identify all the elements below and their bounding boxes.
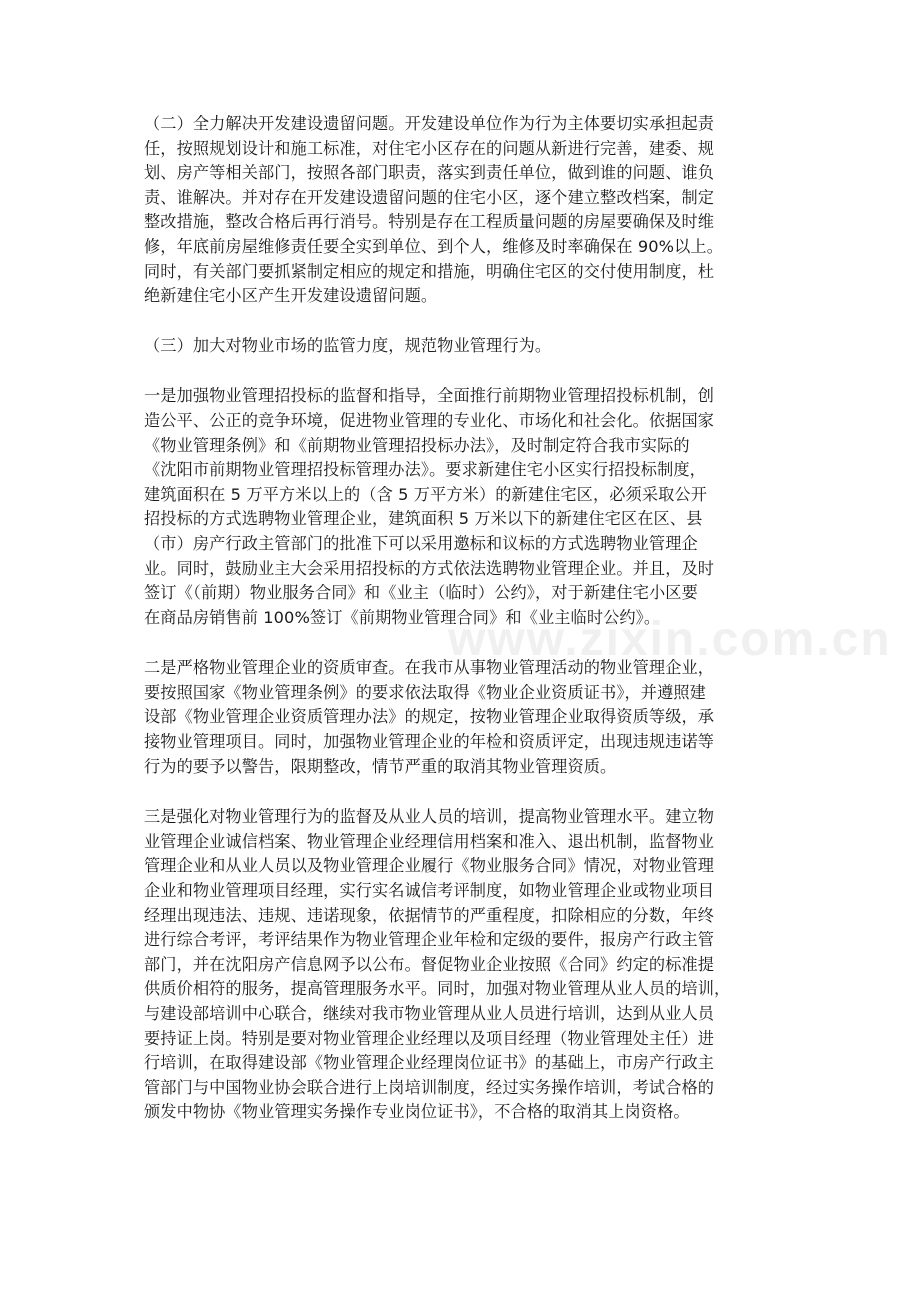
paragraph-bidding-supervision: 一是加强物业管理招投标的监督和指导，全面推行前期物业管理招投标机制，创 造公平、公正的竞争环境，促进物业管理的专业化、市场化和社会化。依据国家 《物业管理条例》和《前期物业管理招投标办法》，及时制定符合我市实际的 《沈阳市前期物业管理招投标管理办法》。要求新建住宅小区实行招投标制度， 建筑面积在 5 万平方米以上的（含 5 万平方米）的新建住宅区，必须采取公开 招投标的方式选聘物业管理企业，建筑面积 5 万米以下的新建住宅区在区、县 （市）房产行政主管部门的批准下可以采用邀标和议标的方式选聘物业管理企 业。同时，鼓励业主大会采用招投标的方式依法选聘物业管理企业。并且，及时 签订《（前期）物业服务合同》和《业主（临时）公约》，对于新建住宅小区要 在商品房销售前 100%签订《前期物业管理合同》和《业主临时公约》。 bbox=[144, 386, 715, 627]
paragraph-qualification-review: 二是严格物业管理企业的资质审查。在我市从事物业管理活动的物业管理企业， 要按照国家《物业管理条例》的要求依法取得《物业企业资质证书》，并遵照建 设部《物业管理企业资质管理办法》的规定，按物业管理企业取得资质等级，承 接物业管理项目。同时，加强物业管理企业的年检和资质评定，出现违规违诺等 行为的要予以警告，限期整改，情节严重的取消其物业管理资质。 bbox=[144, 658, 715, 776]
paragraph-market-supervision-heading: （三）加大对物业市场的监管力度，规范物业管理行为。 bbox=[144, 335, 552, 355]
paragraph-development-legacy-issues: （二）全力解决开发建设遗留问题。开发建设单位作为行为主体要切实承担起责 任，按照规划设计和施工标准，对住宅小区存在的问题从新进行完善，建委、规 划、房产等相关部门，按照各部门职责，落实到责任单位，做到谁的问题、谁负 责、谁解决。并对存在开发建设遗留问题的住宅小区，逐个建立整改档案，制定 整改措施，整改合格后再行消号。特别是存在工程质量问题的房屋要确保及时维 修，年底前房屋维修责任要全实到单位、到个人，维修及时率确保在 90%以上。 同时，有关部门要抓紧制定相应的规定和措施，明确住宅区的交付使用制度，杜 绝新建住宅小区产生开发建设遗留问题。 bbox=[144, 114, 724, 306]
watermark-text: www.zixin.com.cn bbox=[448, 613, 892, 666]
document-body bbox=[144, 112, 784, 1125]
paragraph-training-supervision: 三是强化对物业管理行为的监督及从业人员的培训，提高物业管理水平。建立物 业管理企业诚信档案、物业管理企业经理信用档案和准入、退出机制，监督物业 管理企业和从业人员以及物业管理企业履行《物业服务合同》情况，对物业管理 企业和物业管理项目经理，实行实名诚信考评制度，如物业管理企业或物业项目 经理出现违法、违规、违诺现象，依据情节的严重程度，扣除相应的分数，年终 进行综合考评，考评结果作为物业管理企业年检和定级的要件，报房产行政主管 部门，并在沈阳房产信息网予以公布。督促物业企业按照《合同》约定的标准提 供质价相符的服务，提高管理服务水平。同时，加强对物业管理从业人员的培训， 与建设部培训中心联合，继续对我市物业管理从业人员进行培训，达到从业人员 要持证上岗。特别是要对物业管理企业经理以及项目经理（物业管理处主任）进 行培训，在取得建设部《物业管理企业经理岗位证书》的基础上，市房产行政主 管部门与中国物业协会联合进行上岗培训制度，经过实务操作培训，考试合格的 颁发中物协《物业管理实务操作专业岗位证书》，不合格的取消其上岗资格。 bbox=[144, 807, 731, 1122]
